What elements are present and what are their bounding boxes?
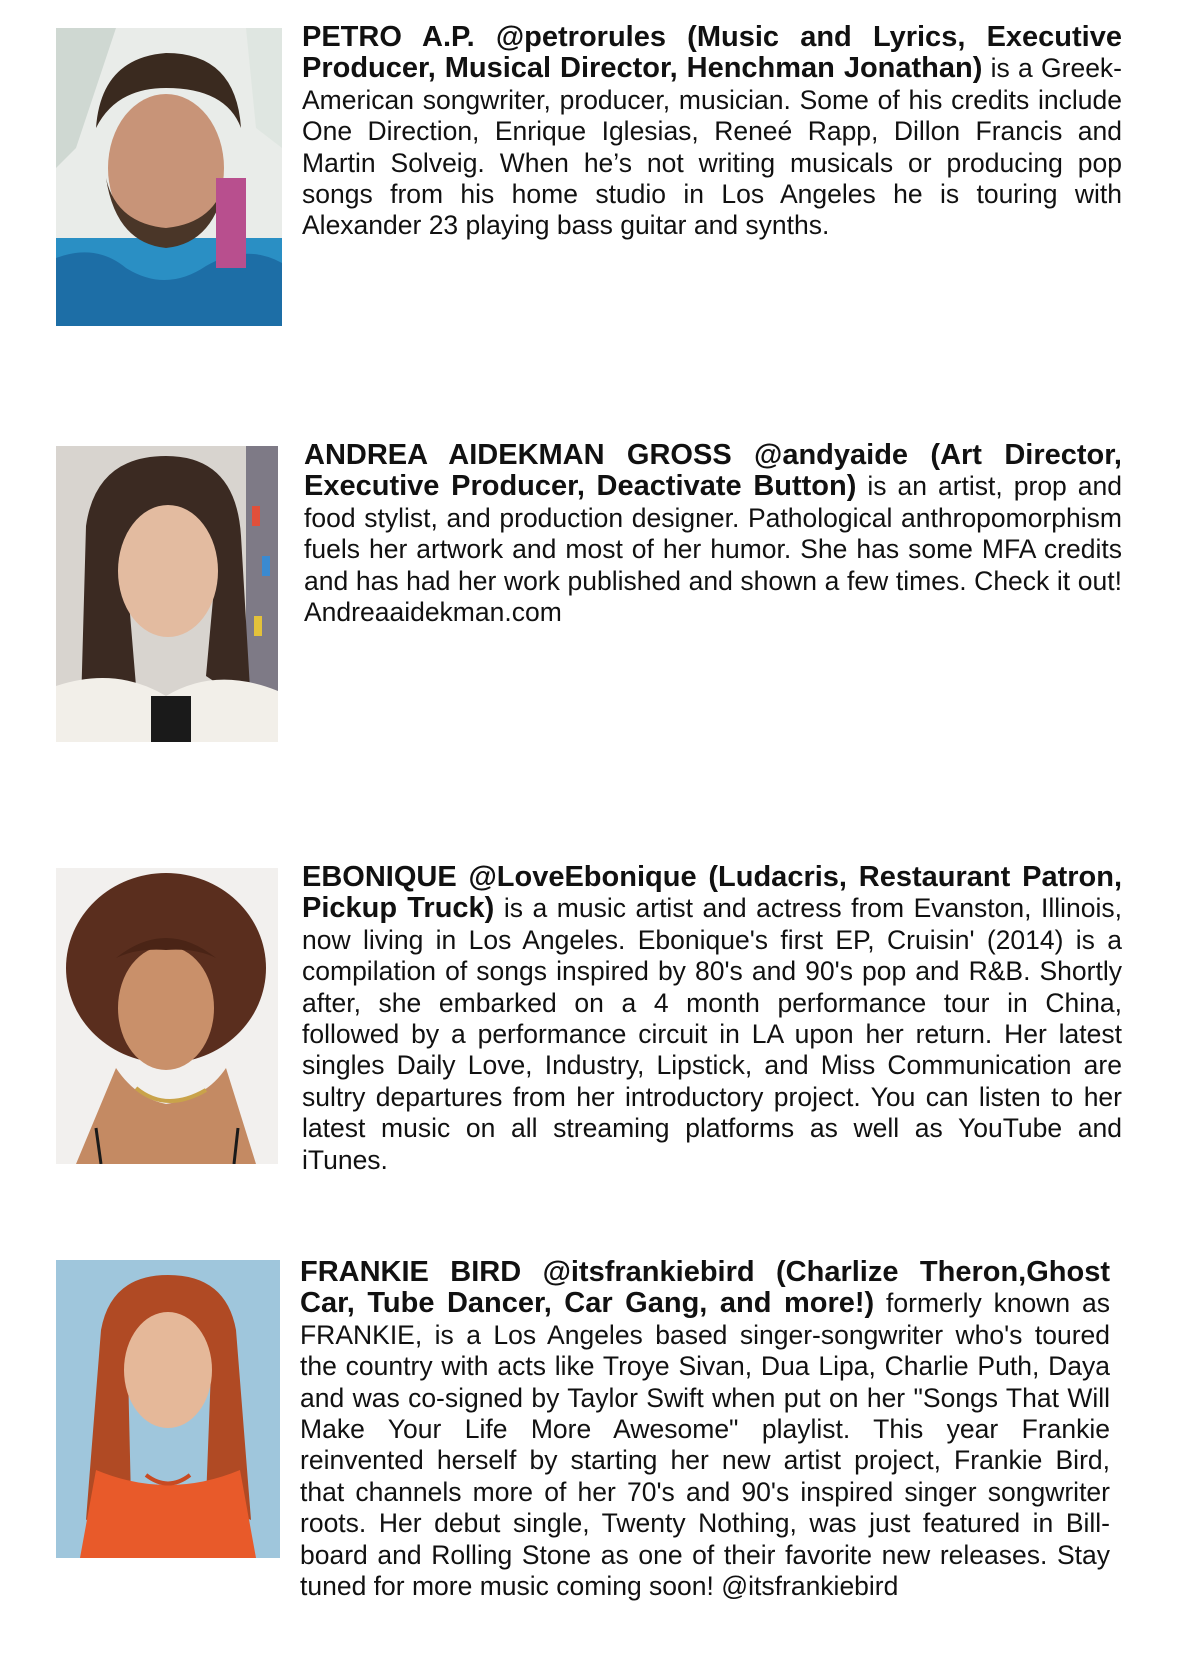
bio-body: formerly known as FRANKIE, is a Los Angeles based singer-songwriter who's toured the country with acts like Troye Sivan, Dua Lipa, Charlie Puth, Daya and was co-signed by Taylor Swift when put on her "Songs That Will Make Your Life More Awesome" playlist. This year Frankie reinvented herself by starting her new artist project, Frankie Bird, that channels more of her 70's and 90's inspired singer songwriter roots. Her debut single, Twenty Nothing, was just featured in Billboard and Rolling Stone as one of their favorite new releases. Stay tuned for more music coming soon! @itsfrankiebird (300, 1288, 1110, 1602)
bio-text (300, 1257, 1110, 1602)
bio-heading: EBONIQUE @LoveEbonique (Ludacris, Restaurant Patron, Pickup Truck) (302, 861, 1122, 925)
bio-text (302, 862, 1122, 1176)
bio-body: is a music artist and actress from Evanston, Illinois, now living in Los Angeles. Ebonique's first EP, Cruisin' (2014) is a compilation of songs inspired by 80's and 90's pop and R&B. Shortly after, she embarked on a 4 month performance tour in China, followed by a performance circuit in LA upon her return. Her latest singles Daily Love, Industry, Lipstick, and Miss Communication are sultry departures from her introductory project. You can listen to her latest music on all streaming platforms as well as YouTube and iTunes. (302, 893, 1123, 1175)
bio-text (302, 22, 1122, 242)
bio-heading: ANDREA AIDEKMAN GROSS @andyaide (Art Director, Executive Producer, Deactivate Button) (304, 439, 1122, 503)
headshot-man-curly-hair-image (56, 28, 282, 326)
bio-body: is an artist, prop and food stylist, and production designer. Pathological anthropomorphism fuels her artwork and most of her humor. She has some MFA credits and has had her work published and shown a few times. Check it out! Andreaaidekman.com (304, 471, 1123, 628)
headshot-photo (56, 446, 278, 742)
headshot-woman-curly-hair-image (56, 446, 278, 742)
headshot-photo (56, 1260, 280, 1558)
bio-text (304, 440, 1122, 628)
headshot-photo (56, 28, 282, 326)
headshot-photo (56, 868, 278, 1164)
headshot-woman-red-hair-image (56, 1260, 280, 1558)
bio-body: is a Greek-American songwriter, producer, musician. Some of his credits include One Direction, Enrique Iglesias, Reneé Rapp, Dillon Francis and Martin Solveig. When he’s not writing musicals or producing pop songs from his home studio in Los Angeles he is touring with Alexander 23 playing bass guitar and synths. (302, 53, 1123, 241)
bio-heading: PETRO A.P. @petrorules (Music and Lyrics, Executive Producer, Musical Director, Henchman Jonathan) (302, 21, 1122, 85)
headshot-woman-afro-image (56, 868, 278, 1164)
bio-heading: FRANKIE BIRD @itsfrankiebird (Charlize Theron,Ghost Car, Tube Dancer, Car Gang, and more!) (300, 1256, 1110, 1320)
